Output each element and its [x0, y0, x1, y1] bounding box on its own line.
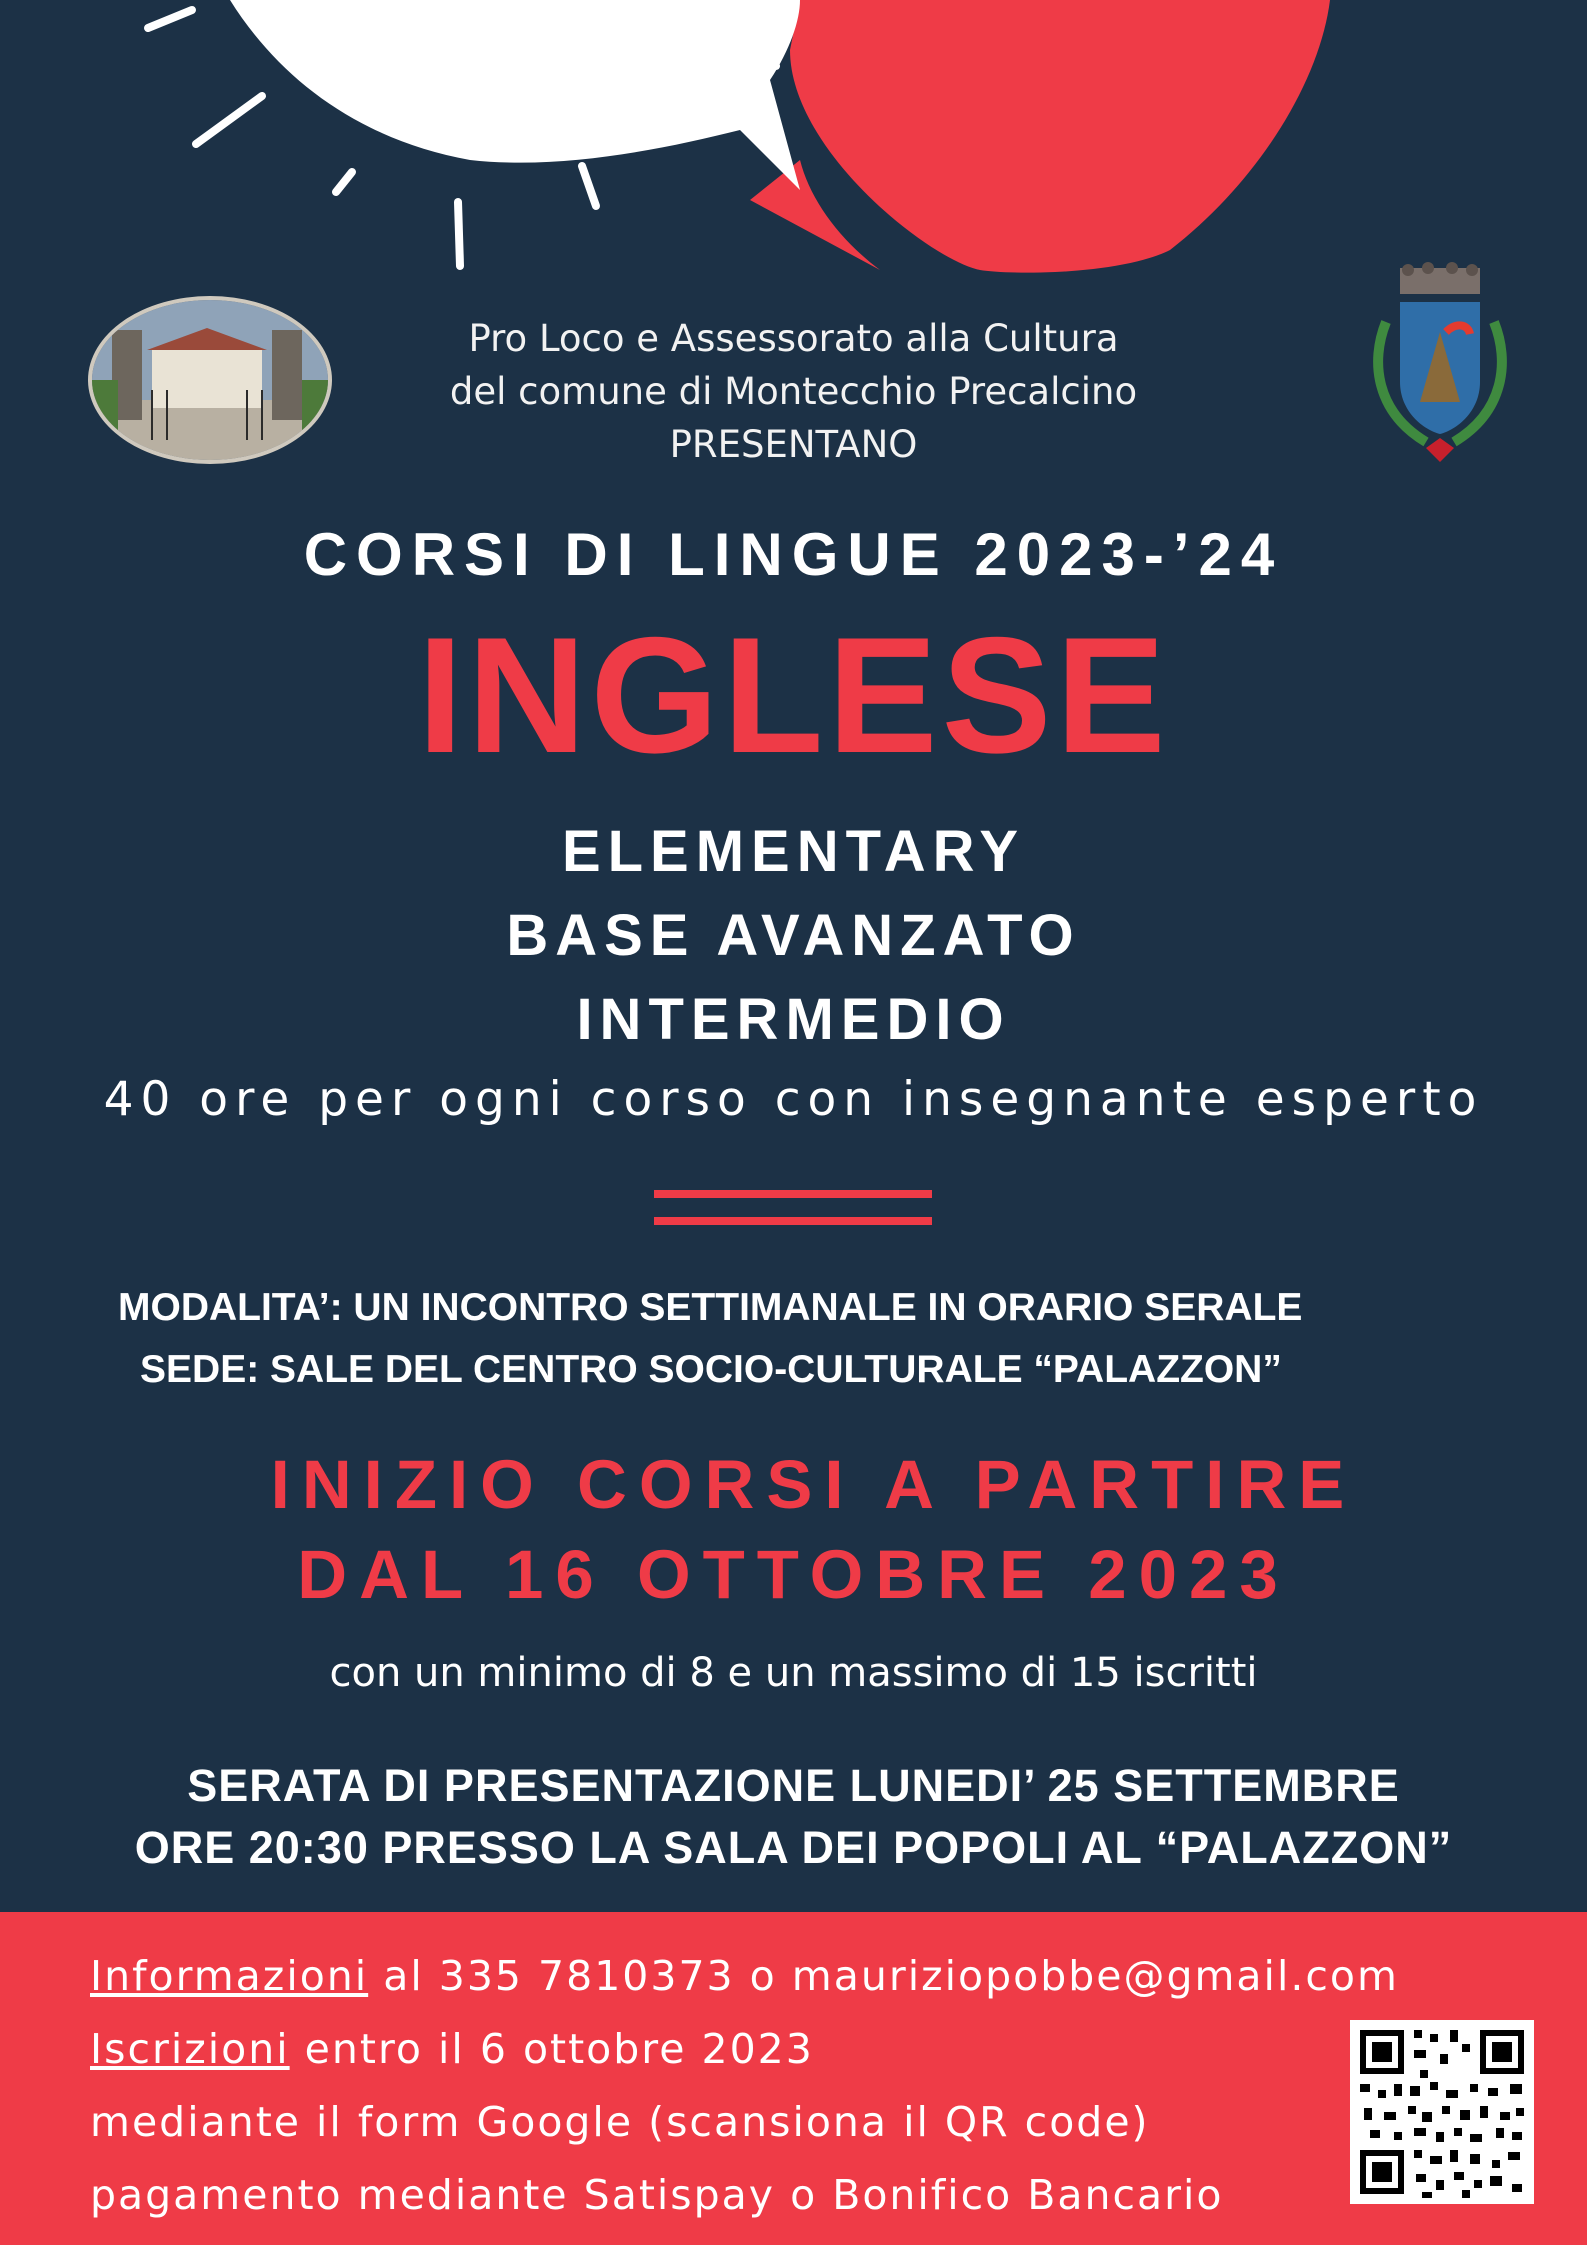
- intro-line-1: Pro Loco e Assessorato alla Cultura: [468, 317, 1119, 360]
- main-title: INGLESE: [417, 603, 1170, 787]
- venue-text: SEDE: SALE DEL CENTRO SOCIO-CULTURALE “PALAZZON”: [140, 1348, 1282, 1391]
- enroll-line: [90, 2013, 1399, 2086]
- form-line: mediante il form Google (scansiona il QR code): [90, 2098, 1150, 2146]
- intro-line-2: del comune di Montecchio Precalcino: [449, 370, 1138, 413]
- mode-text: MODALITA’: UN INCONTRO SETTIMANALE IN ORARIO SERALE: [118, 1286, 1303, 1329]
- enroll-text: entro il 6 ottobre 2023: [289, 2025, 814, 2073]
- info-text: al 335 7810373 o mauriziopobbe@gmail.com: [368, 1952, 1399, 2000]
- presentation-line-2: ORE 20:30 PRESSO LA SALA DEI POPOLI AL “PALAZZON”: [134, 1822, 1453, 1873]
- qr-code-icon[interactable]: [1350, 2020, 1534, 2204]
- start-line-1: INIZIO CORSI A PARTIRE: [270, 1446, 1357, 1523]
- level-item: ELEMENTARY: [561, 819, 1026, 884]
- info-line: [90, 1940, 1399, 2013]
- divider: [654, 1190, 932, 1198]
- payment-line: pagamento mediante Satispay o Bonifico Bancario: [90, 2171, 1224, 2219]
- presentation-evening: [0, 1755, 1587, 1879]
- presentation-line-1: SERATA DI PRESENTAZIONE LUNEDI’ 25 SETTEMBRE: [187, 1760, 1400, 1811]
- intro-text: [0, 312, 1587, 471]
- info-link[interactable]: Informazioni: [90, 1952, 369, 2000]
- intro-line-3: PRESENTANO: [669, 423, 918, 466]
- divider: [654, 1217, 932, 1225]
- footer-info: [90, 1940, 1399, 2232]
- enrollment-limits: con un minimo di 8 e un massimo di 15 iscritti: [329, 1650, 1258, 1696]
- levels-list: [0, 810, 1587, 1062]
- level-item: BASE AVANZATO: [506, 903, 1081, 968]
- start-date: [0, 1440, 1587, 1620]
- subtitle: CORSI DI LINGUE 2023-’24: [303, 521, 1284, 588]
- enroll-link[interactable]: Iscrizioni: [90, 2025, 290, 2073]
- speech-bubbles-icon: [0, 0, 1587, 290]
- level-item: INTERMEDIO: [576, 987, 1011, 1052]
- hours-text: 40 ore per ogni corso con insegnante esperto: [103, 1072, 1484, 1127]
- start-line-2: DAL 16 OTTOBRE 2023: [297, 1536, 1290, 1613]
